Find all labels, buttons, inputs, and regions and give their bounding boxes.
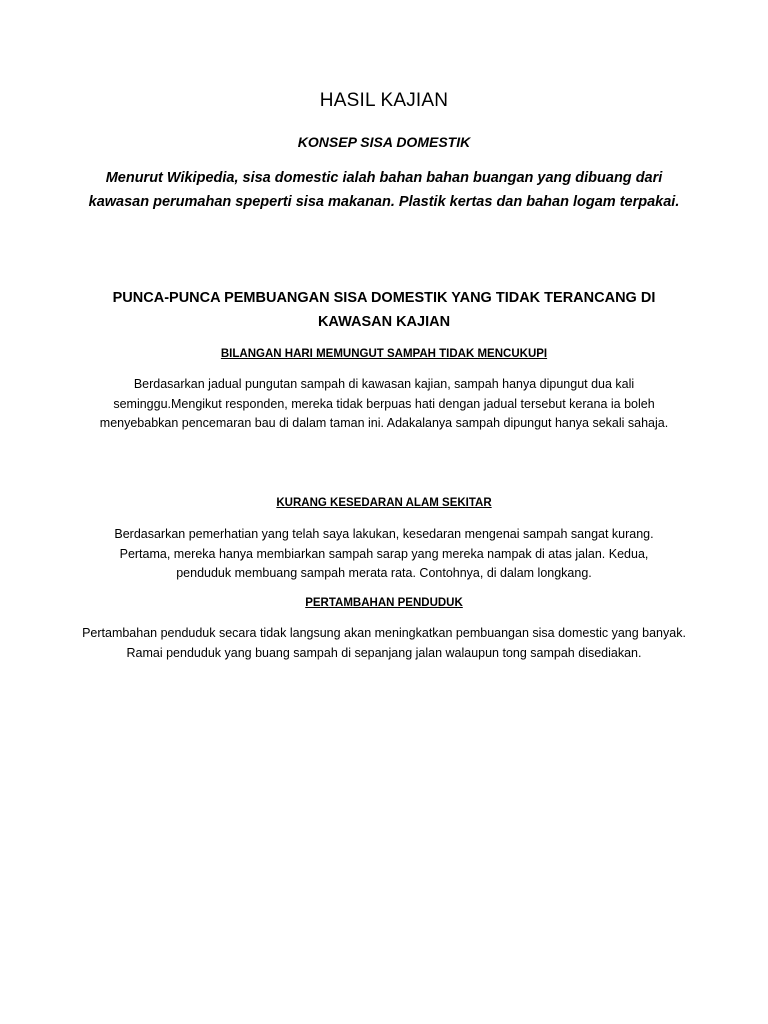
section-heading-population-growth: PERTAMBAHAN PENDUDUK [305,597,463,609]
section-heading-collection-days: BILANGAN HARI MEMUNGUT SAMPAH TIDAK MENCUKUPI [220,348,548,360]
section-body-environmental-awareness: Berdasarkan pemerhatian yang telah saya lakukan, kesedaran mengenai sampah sangat kurang. Pertama, mereka hanya membiarkan sampah sarap yang mereka nampak di atas jalan. Kedua, penduduk membuang sampah merata rata. Contohnya, di dalam longkang. [114,527,654,580]
intro-paragraph: Menurut Wikipedia, sisa domestic ialah bahan bahan buangan yang dibuang dari kawasan perumahan speperti sisa makanan. Plastik kertas dan bahan logam terpakai. [88,170,680,210]
main-heading: PUNCA-PUNCA PEMBUANGAN SISA DOMESTIK YANG TIDAK TERANCANG DI KAWASAN KAJIAN [112,290,656,330]
document-title: HASIL KAJIAN [319,90,449,111]
section-body-collection-days: Berdasarkan jadual pungutan sampah di kawasan kajian, sampah hanya dipungut dua kali seminggu.Mengikut responden, mereka tidak berpuas hati dengan jadual tersebut kerana ia boleh menyebabkan pencemaran bau di dalam taman ini. Adakalanya sampah dipungut hanya sekali sahaja. [99,377,669,430]
document-subtitle: KONSEP SISA DOMESTIK [297,134,471,150]
document-page [82,0,686,1024]
section-heading-environmental-awareness: KURANG KESEDARAN ALAM SEKITAR [276,497,492,509]
section-body-population-growth: Pertambahan penduduk secara tidak langsung akan meningkatkan pembuangan sisa domestic yang banyak. Ramai penduduk yang buang sampah di sepanjang jalan walaupun tong sampah disediakan. [82,626,686,660]
